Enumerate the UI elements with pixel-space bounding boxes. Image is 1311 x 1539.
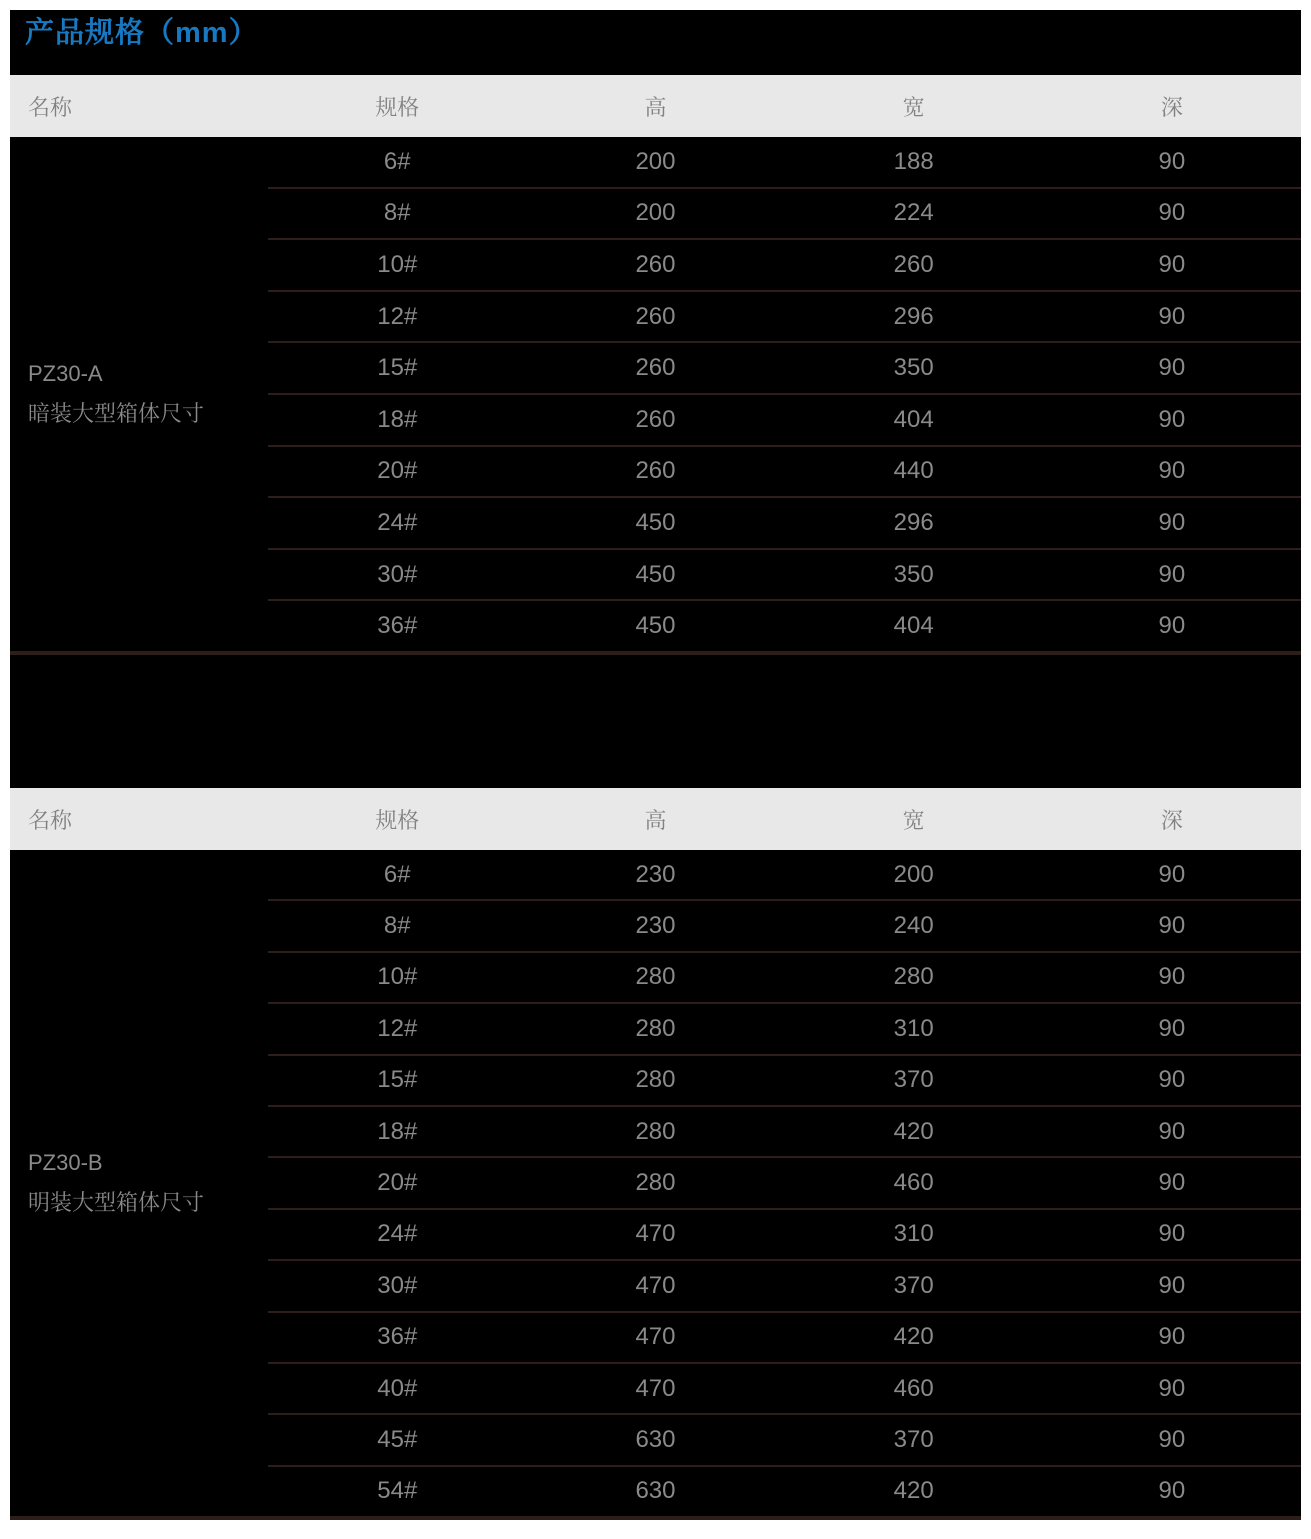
table-cell: 260 [635, 457, 676, 485]
section-spacer [10, 655, 1301, 788]
column-header: 高 [644, 807, 667, 833]
table-cell: 370 [893, 1271, 934, 1299]
table-cell: 90 [1158, 1425, 1186, 1453]
table-cell: 18# [377, 405, 418, 433]
table-cell: 630 [635, 1477, 676, 1505]
table-cell: 240 [893, 912, 934, 940]
column-header: 深 [1160, 807, 1183, 833]
table-cell: 18# [377, 1117, 418, 1145]
table-cell: 90 [1158, 508, 1186, 536]
table-cell: 90 [1158, 250, 1186, 278]
table-row [268, 599, 1301, 651]
table-cell: 440 [893, 457, 934, 485]
table-row [268, 1054, 1301, 1105]
table-cell: 15# [377, 354, 418, 382]
table-cell: 90 [1158, 860, 1186, 888]
table-cell: 20# [377, 1169, 418, 1197]
table-cell: 90 [1158, 302, 1186, 330]
table-row [268, 137, 1301, 187]
table-row [268, 1002, 1301, 1053]
table-cell: 260 [635, 302, 676, 330]
table-cell: 404 [893, 405, 934, 433]
table-row [268, 393, 1301, 445]
spec-table-pz30b [10, 788, 1301, 1520]
table-cell: 90 [1158, 1271, 1186, 1299]
table-row [268, 290, 1301, 342]
table-cell: 36# [377, 612, 418, 640]
table-cell: 90 [1158, 1220, 1186, 1248]
table-header-row [10, 75, 1301, 137]
table-row [268, 951, 1301, 1002]
table-cell: 310 [893, 1014, 934, 1042]
product-name-cell [10, 850, 268, 1516]
table-cell: 280 [635, 1014, 676, 1042]
spec-table-pz30a [10, 75, 1301, 655]
table-cell: 280 [635, 1169, 676, 1197]
table-cell: 420 [893, 1117, 934, 1145]
table-row [268, 1413, 1301, 1464]
product-description: 暗装大型箱体尺寸 [28, 401, 205, 426]
table-cell: 15# [377, 1066, 418, 1094]
column-header: 名称 [28, 94, 73, 120]
column-header: 高 [644, 94, 667, 120]
table-cell: 280 [635, 1117, 676, 1145]
table-cell: 470 [635, 1374, 676, 1402]
table-row [268, 187, 1301, 239]
table-cell: 260 [635, 250, 676, 278]
page-title: 产品规格（mm） [25, 17, 259, 49]
table-cell: 230 [635, 860, 676, 888]
table-cell: 460 [893, 1169, 934, 1197]
table-cell: 24# [377, 1220, 418, 1248]
column-header: 规格 [375, 807, 420, 833]
column-header: 宽 [902, 94, 925, 120]
table-cell: 280 [635, 963, 676, 991]
table-cell: 90 [1158, 1066, 1186, 1094]
table-rows [268, 137, 1301, 651]
table-row [268, 1208, 1301, 1259]
table-row [268, 548, 1301, 600]
table-row [268, 445, 1301, 497]
table-body [10, 850, 1301, 1520]
table-cell: 30# [377, 560, 418, 588]
table-cell: 280 [893, 963, 934, 991]
table-row [268, 1105, 1301, 1156]
table-cell: 36# [377, 1323, 418, 1351]
table-cell: 90 [1158, 560, 1186, 588]
table-cell: 200 [893, 860, 934, 888]
table-cell: 200 [635, 147, 676, 175]
table-cell: 20# [377, 457, 418, 485]
table-row [268, 899, 1301, 950]
table-cell: 90 [1158, 963, 1186, 991]
table-cell: 90 [1158, 1169, 1186, 1197]
table-cell: 45# [377, 1425, 418, 1453]
table-cell: 90 [1158, 147, 1186, 175]
table-cell: 90 [1158, 457, 1186, 485]
table-cell: 470 [635, 1323, 676, 1351]
table-cell: 90 [1158, 1323, 1186, 1351]
table-cell: 40# [377, 1374, 418, 1402]
table-cell: 6# [383, 147, 411, 175]
table-cell: 260 [635, 405, 676, 433]
table-cell: 90 [1158, 1374, 1186, 1402]
table-cell: 90 [1158, 1477, 1186, 1505]
table-cell: 30# [377, 1271, 418, 1299]
table-cell: 370 [893, 1425, 934, 1453]
spec-panel [10, 10, 1301, 1520]
table-cell: 54# [377, 1477, 418, 1505]
table-cell: 10# [377, 250, 418, 278]
column-header: 宽 [902, 807, 925, 833]
table-cell: 200 [635, 199, 676, 227]
table-cell: 12# [377, 1014, 418, 1042]
table-cell: 224 [893, 199, 934, 227]
table-cell: 350 [893, 354, 934, 382]
table-cell: 12# [377, 302, 418, 330]
table-cell: 630 [635, 1425, 676, 1453]
table-cell: 420 [893, 1477, 934, 1505]
table-cell: 260 [635, 354, 676, 382]
table-cell: 90 [1158, 405, 1186, 433]
table-row [268, 238, 1301, 290]
table-row [268, 496, 1301, 548]
table-rows [268, 850, 1301, 1516]
table-row [268, 1465, 1301, 1516]
table-cell: 450 [635, 508, 676, 536]
product-name-cell [10, 137, 268, 651]
table-cell: 188 [893, 147, 934, 175]
table-header-row [10, 788, 1301, 850]
table-cell: 470 [635, 1271, 676, 1299]
table-cell: 450 [635, 612, 676, 640]
table-cell: 470 [635, 1220, 676, 1248]
table-cell: 460 [893, 1374, 934, 1402]
product-model: PZ30-B [28, 1150, 103, 1175]
table-cell: 420 [893, 1323, 934, 1351]
table-row [268, 850, 1301, 899]
table-cell: 90 [1158, 1117, 1186, 1145]
table-cell: 8# [383, 199, 411, 227]
table-row [268, 1259, 1301, 1310]
table-cell: 280 [635, 1066, 676, 1094]
table-cell: 90 [1158, 1014, 1186, 1042]
table-cell: 90 [1158, 199, 1186, 227]
table-cell: 90 [1158, 612, 1186, 640]
column-header: 名称 [28, 807, 73, 833]
table-cell: 350 [893, 560, 934, 588]
table-cell: 310 [893, 1220, 934, 1248]
table-cell: 450 [635, 560, 676, 588]
table-cell: 6# [383, 860, 411, 888]
table-cell: 8# [383, 912, 411, 940]
table-cell: 90 [1158, 354, 1186, 382]
product-description: 明装大型箱体尺寸 [28, 1190, 205, 1215]
table-cell: 24# [377, 508, 418, 536]
table-row [268, 1156, 1301, 1207]
table-cell: 90 [1158, 912, 1186, 940]
table-cell: 296 [893, 508, 934, 536]
table-cell: 10# [377, 963, 418, 991]
table-cell: 260 [893, 250, 934, 278]
table-row [268, 1311, 1301, 1362]
column-header: 深 [1160, 94, 1183, 120]
product-model: PZ30-A [28, 361, 103, 386]
table-cell: 230 [635, 912, 676, 940]
table-cell: 404 [893, 612, 934, 640]
table-body [10, 137, 1301, 655]
table-cell: 370 [893, 1066, 934, 1094]
table-row [268, 341, 1301, 393]
column-header: 规格 [375, 94, 420, 120]
table-cell: 296 [893, 302, 934, 330]
table-row [268, 1362, 1301, 1413]
